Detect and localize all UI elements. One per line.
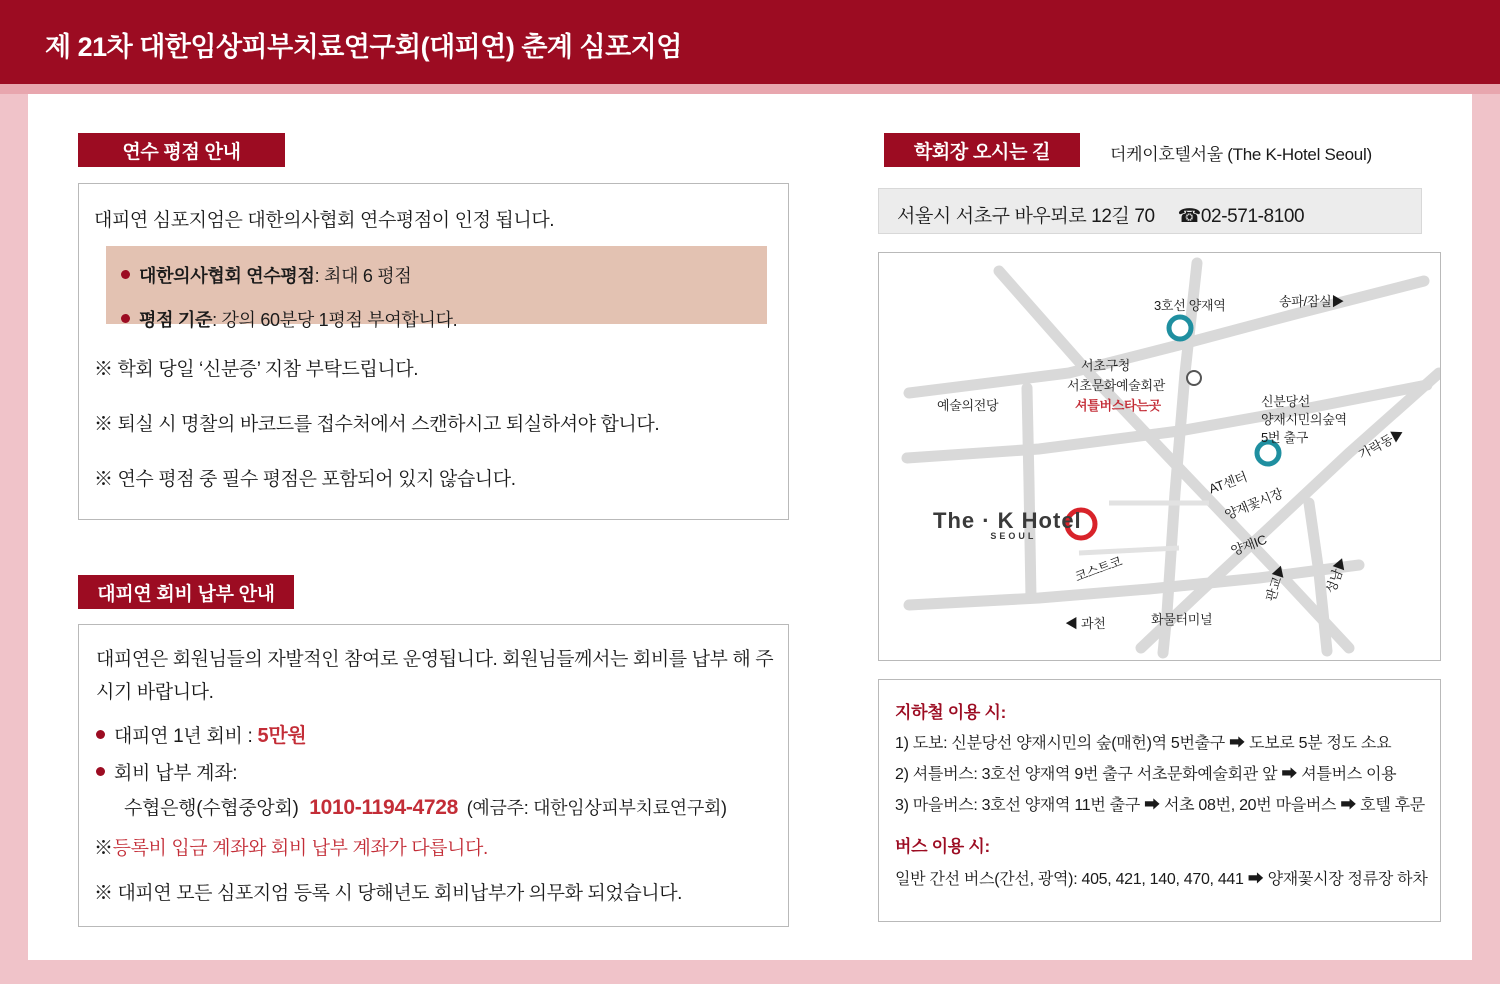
subway-line-3: 3) 마을버스: 3호선 양재역 11번 출구 ➡ 서초 08번, 20번 마을버스 ➡ 호텔 후문 <box>895 797 1425 814</box>
fee-annual-label: 대피연 1년 회비 : <box>114 726 258 747</box>
address-box <box>878 188 1422 234</box>
fee-note-red <box>94 833 488 860</box>
bullet-dot-icon <box>121 270 130 279</box>
hotel-logo-main: The · K Hotel <box>933 508 1082 533</box>
page-title: 제 21차 대한임상피부치료연구회(대피연) 춘계 심포지엄 <box>45 32 682 62</box>
fee-annual-amount: 5만원 <box>257 725 307 747</box>
credit-lead-text: 대피연 심포지엄은 대한의사협회 연수평점이 인정 됩니다. <box>94 210 555 231</box>
map-label-sinbundang-line: 신분당선 <box>1261 394 1311 409</box>
map-label-garak-dong: 가락동▶ <box>1355 425 1407 463</box>
fee-account-label: 회비 납부 계좌: <box>114 763 238 784</box>
credit-note-1: ※ 학회 당일 ‘신분증’ 지참 부탁드립니다. <box>94 359 419 380</box>
bottom-edge-strip <box>0 960 1500 984</box>
bus-heading: 버스 이용 시: <box>895 837 990 856</box>
bullet-dot-icon <box>121 314 130 323</box>
credit-bullet-2-label: 평점 기준 <box>139 310 213 330</box>
credit-bullet-1 <box>121 262 411 288</box>
bus-line-1: 일반 간선 버스(간선, 광역): 405, 421, 140, 470, 441 ➡ 양재꽃시장 정류장 하차 <box>895 871 1428 888</box>
section-heading-fee: 대피연 회비 납부 안내 <box>78 575 294 609</box>
map-roads-graphic <box>879 253 1440 660</box>
map-label-seocho-gu-office: 서초구청 <box>1081 358 1131 373</box>
venue-phone: 02-571-8100 <box>1200 206 1305 227</box>
fee-lead-text: 대피연은 회원님들의 자발적인 참여로 운영됩니다. 회원님들께서는 회비를 납부 해 주시기 바랍니다. <box>96 649 774 703</box>
map-label-costco: 코스트코 <box>1072 553 1124 585</box>
fee-note-red-prefix: ※ <box>94 838 113 859</box>
left-edge-strip <box>0 94 28 960</box>
map-label-seocho-arts-center: 서초문화예술회관 <box>1067 378 1166 393</box>
hotel-logo-sub: SEOUL <box>990 531 1037 541</box>
subway-line-2: 2) 셔틀버스: 3호선 양재역 9번 출구 서초문화예술회관 앞 ➡ 셔틀버스 이용 <box>895 766 1397 783</box>
map-label-yangjae-flower-market: 양재꽃시장 <box>1222 485 1286 523</box>
bullet-dot-icon <box>96 767 105 776</box>
header-underband <box>0 84 1500 94</box>
map-label-gwacheon: ◀ 과천 <box>1065 616 1106 631</box>
fee-bullet-account <box>96 758 237 785</box>
map-label-yangjae-ic: 양재IC <box>1228 531 1269 559</box>
fee-info-box <box>78 624 789 927</box>
map-label-at-center: AT센터 <box>1206 468 1250 497</box>
credit-bullet-2 <box>121 306 457 332</box>
map-label-yangjae-forest-station: 양재시민의숲역 <box>1261 412 1347 427</box>
map-label-seongnam: 성남▶ <box>1322 555 1350 596</box>
header-bar <box>0 0 1500 84</box>
credit-bullet-1-label: 대한의사협회 연수평점 <box>139 266 315 286</box>
bullet-dot-icon <box>96 730 105 739</box>
fee-account-number: 1010-1194-4728 <box>309 796 459 819</box>
credit-info-box <box>78 183 789 520</box>
hotel-logo <box>933 508 1082 541</box>
shuttle-stop-icon <box>1187 371 1201 385</box>
fee-account-holder: (예금주: 대한임상피부치료연구회) <box>466 798 727 818</box>
subway-station-yangjae-icon <box>1169 317 1191 339</box>
fee-bank-name: 수협은행(수협중앙회) <box>124 798 299 819</box>
credit-note-2: ※ 퇴실 시 명찰의 바코드를 접수처에서 스캔하시고 퇴실하셔야 합니다. <box>94 414 660 435</box>
fee-account-details <box>124 793 727 820</box>
transit-info-box <box>878 679 1441 922</box>
map-label-pangyo: 판교▶ <box>1262 563 1289 604</box>
fee-bullet-annual <box>96 719 306 748</box>
subway-heading: 지하철 이용 시: <box>895 703 1006 722</box>
address-line <box>897 201 1304 228</box>
subway-line-1: 1) 도보: 신분당선 양재시민의 숲(매헌)역 5번출구 ➡ 도보로 5분 정도 소요 <box>895 735 1392 752</box>
credit-note-3: ※ 연수 평점 중 필수 평점은 포함되어 있지 않습니다. <box>94 469 516 490</box>
credit-bullet-1-value: : 최대 6 평점 <box>314 266 412 286</box>
map-label-shuttle-stop: 셔틀버스타는곳 <box>1075 398 1161 413</box>
section-heading-map: 학회장 오시는 길 <box>884 133 1080 167</box>
map-label-exit-5: 5번 출구 <box>1261 430 1309 445</box>
telephone-icon: ☎ <box>1177 206 1201 227</box>
fee-note-plain: ※ 대피연 모든 심포지엄 등록 시 당해년도 회비납부가 의무화 되었습니다. <box>94 883 683 904</box>
map-label-cargo-terminal: 화물터미널 <box>1151 612 1213 627</box>
map-label-seoul-arts-center: 예술의전당 <box>937 398 999 413</box>
venue-address: 서울시 서초구 바우뫼로 12길 70 <box>897 206 1155 227</box>
credit-bullet-2-value: : 강의 60분당 1평점 부여합니다. <box>212 310 458 330</box>
hotel-name-label: 더케이호텔서울 (The K-Hotel Seoul) <box>1110 145 1372 164</box>
right-edge-strip <box>1472 94 1500 960</box>
venue-map <box>878 252 1441 661</box>
map-label-yangjae-station: 3호선 양재역 <box>1154 298 1226 313</box>
map-label-songpa-jamsil: 송파/잠실▶ <box>1279 294 1345 309</box>
fee-note-red-text: 등록비 입금 계좌와 회비 납부 계좌가 다릅니다. <box>112 838 488 859</box>
section-heading-credit: 연수 평점 안내 <box>78 133 285 167</box>
